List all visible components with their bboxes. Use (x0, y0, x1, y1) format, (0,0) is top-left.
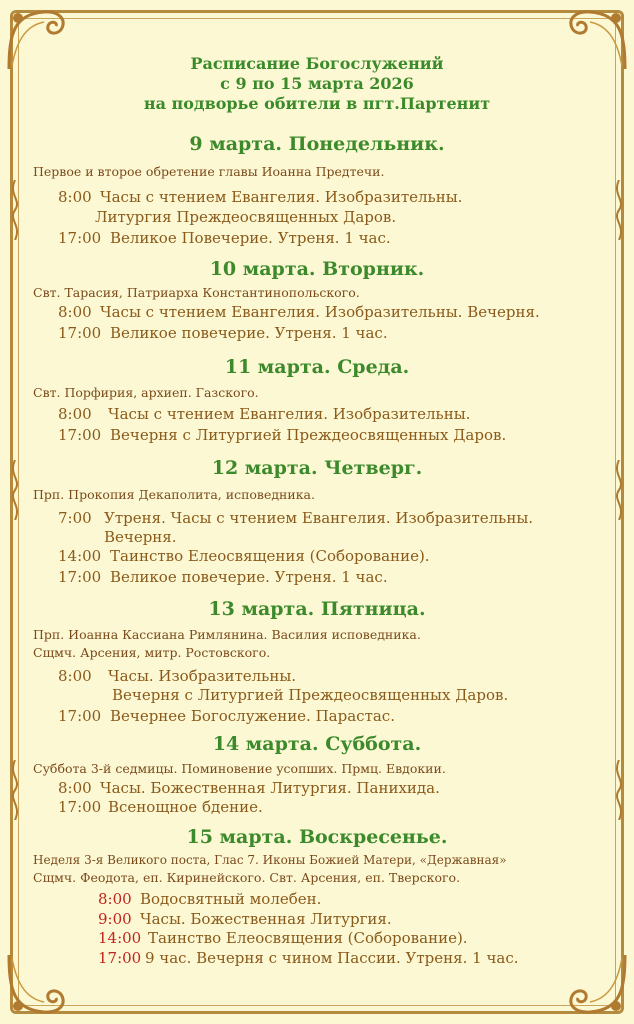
service-time: 8:00 (58, 667, 92, 685)
service-time: 7:00 (58, 509, 92, 527)
saint-line: Сщмч. Феодота, еп. Киринейского. Свт. Арсения, еп. Тверского. (33, 870, 461, 885)
service-time: 8:00 (58, 405, 92, 423)
side-ornament (612, 180, 626, 240)
service-time: 17:00 (98, 949, 142, 967)
saint-line: Свт. Тарасия, Патриарха Константинопольского. (33, 285, 360, 300)
service-time: 14:00 (58, 547, 102, 565)
day-title: 10 марта. Вторник. (209, 258, 425, 280)
service-text: Всенощное бдение. (108, 798, 263, 816)
service-time: 17:00 (58, 229, 102, 247)
service-text: Вечерня с Литургией Преждеосвященных Даров. (110, 426, 507, 444)
saint-line: Свт. Порфирия, архиеп. Газского. (33, 385, 259, 400)
service-text: Часы с чтением Евангелия. Изобразительны. Вечерня. (100, 303, 540, 321)
service-text: Таинство Елеосвящения (Соборование). (110, 547, 430, 565)
saint-line: Неделя 3-я Великого поста, Глас 7. Иконы Божией Матери, «Державная» (33, 853, 507, 867)
service-text: Часы с чтением Евангелия. Изобразительны. (100, 188, 463, 206)
service-text: Литургия Преждеосвященных Даров. (95, 208, 397, 226)
saint-line: Сщмч. Арсения, митр. Ростовского. (33, 645, 271, 660)
saint-line: Первое и второе обретение главы Иоанна Предтечи. (33, 164, 385, 179)
service-text: Таинство Елеосвящения (Соборование). (148, 929, 468, 947)
day-title: 15 марта. Воскресенье. (186, 826, 448, 848)
service-time: 17:00 (58, 707, 102, 725)
service-text: Часы. Изобразительны. (108, 667, 297, 685)
corner-ornament (560, 950, 630, 1020)
service-time: 8:00 (58, 779, 92, 797)
saint-line: Суббота 3-й седмицы. Поминовение усопших. Прмц. Евдокии. (33, 761, 446, 776)
service-time: 8:00 (58, 188, 92, 206)
schedule-dates: с 9 по 15 марта 2026 (220, 74, 414, 93)
service-time: 8:00 (58, 303, 92, 321)
corner-ornament (4, 950, 74, 1020)
day-title: 14 марта. Суббота. (212, 733, 422, 755)
service-time: 8:00 (98, 890, 132, 908)
day-title: 11 марта. Среда. (224, 356, 410, 378)
service-text: Великое повечерие. Утреня. 1 час. (110, 324, 388, 342)
day-title: 13 марта. Пятница. (208, 598, 426, 620)
schedule-title: Расписание Богослужений (190, 54, 444, 73)
service-text: Вечернее Богослужение. Парастас. (110, 707, 395, 725)
service-time: 17:00 (58, 568, 102, 586)
service-text: Часы. Божественная Литургия. (140, 910, 392, 928)
service-time: 9:00 (98, 910, 132, 928)
service-text: Часы с чтением Евангелия. Изобразительны. (108, 405, 471, 423)
service-text: Утреня. Часы с чтением Евангелия. Изобразительны. (104, 509, 534, 527)
service-text: Великое Повечерие. Утреня. 1 час. (110, 229, 391, 247)
service-text: Часы. Божественная Литургия. Панихида. (100, 779, 440, 797)
service-time: 17:00 (58, 324, 102, 342)
service-text: Вечерня с Литургией Преждеосвященных Даров. (112, 686, 509, 704)
service-time: 17:00 (58, 426, 102, 444)
side-ornament (8, 180, 22, 240)
side-ornament (8, 760, 22, 820)
service-text: 9 час. Вечерня с чином Пассии. Утреня. 1 час. (145, 949, 519, 967)
service-time: 14:00 (98, 929, 142, 947)
service-time: 17:00 (58, 798, 102, 816)
service-text: Великое повечерие. Утреня. 1 час. (110, 568, 388, 586)
day-title: 12 марта. Четверг. (211, 457, 423, 479)
day-title: 9 марта. Понедельник. (189, 133, 445, 155)
saint-line: Прп. Прокопия Декаполита, исповедника. (33, 487, 315, 502)
schedule-location: на подворье обители в пгт.Партенит (143, 94, 491, 113)
saint-line: Прп. Иоанна Кассиана Римлянина. Василия исповедника. (33, 627, 421, 642)
service-text: Водосвятный молебен. (140, 890, 322, 908)
side-ornament (612, 760, 626, 820)
service-text: Вечерня. (104, 528, 177, 546)
